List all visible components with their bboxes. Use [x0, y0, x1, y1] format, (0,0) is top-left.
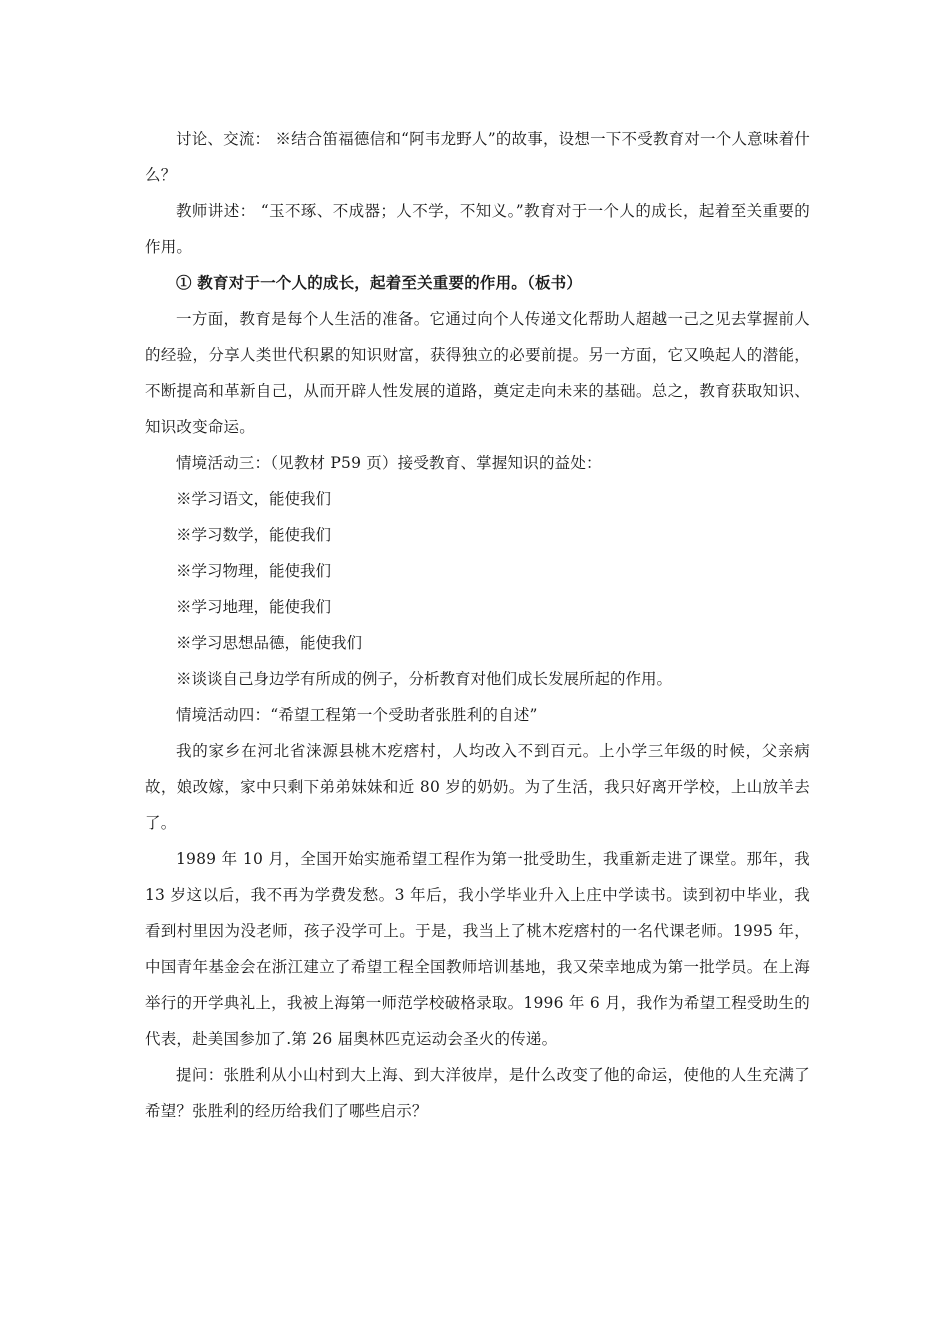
education-explanation-paragraph: 一方面，教育是每个人生活的准备。它通过向个人传递文化帮助人超越一己之见去掌握前人的经验，分享人类世代积累的知识财富，获得独立的必要前提。另一方面，它又唤起人的潜能，不断提高和革新自己，从而开辟人性发展的道路，奠定走向未来的基础。总之，教育获取知识、知识改变命运。	[145, 310, 810, 436]
document-page	[145, 121, 810, 1129]
teacher-narration-paragraph: 教师讲述： “玉不琢、不成器；人不学，不知义。”教育对于一个人的成长，起着至关重要的作用。	[145, 202, 810, 256]
list-item: ※学习语文，能使我们	[176, 490, 332, 508]
list-item: ※学习地理，能使我们	[176, 598, 332, 616]
blackboard-heading: ① 教育对于一个人的成长，起着至关重要的作用。（板书）	[176, 273, 583, 292]
discussion-paragraph: 讨论、交流： ※结合笛福德信和“阿韦龙野人”的故事，设想一下不受教育对一个人意味着什么？	[145, 130, 810, 184]
activity-four-heading: 情境活动四：“希望工程第一个受助者张胜利的自述”	[176, 706, 538, 724]
list-item: ※学习物理，能使我们	[176, 562, 332, 580]
activity-three-paragraph: 情境活动三：（见教材 P59 页）接受教育、掌握知识的益处：	[176, 454, 602, 472]
list-item: ※学习思想品德，能使我们	[176, 634, 363, 652]
list-item: ※谈谈自己身边学有所成的例子，分析教育对他们成长发展所起的作用。	[176, 670, 673, 688]
question-paragraph: 提问：张胜利从小山村到大上海、到大洋彼岸，是什么改变了他的命运，使他的人生充满了希望？张胜利的经历给我们了哪些启示？	[145, 1066, 810, 1120]
list-item: ※学习数学，能使我们	[176, 526, 332, 544]
story-paragraph-1: 我的家乡在河北省涞源县桃木疙瘩村，人均改入不到百元。上小学三年级的时候，父亲病故，娘改嫁，家中只剩下弟弟妹妹和近 80 岁的奶奶。为了生活，我只好离开学校，上山放羊去了。	[145, 742, 810, 832]
story-paragraph-2: 1989 年 10 月，全国开始实施希望工程作为第一批受助生，我重新走进了课堂。那年，我 13 岁这以后，我不再为学费发愁。3 年后，我小学毕业升入上庄中学读书。读到初中毕业，我看到村里因为没老师，孩子没学可上。于是，我当上了桃木疙瘩村的一名代课老师。1995 年，中国青年基金会在浙江建立了希望工程全国教师培训基地，我又荣幸地成为第一批学员。在上海举行的开学典礼上，我被上海第一师范学校破格录取。1996 年 6 月，我作为希望工程受助生的代表，赴美国参加了.第 26 届奥林匹克运动会圣火的传递。	[145, 850, 810, 1048]
